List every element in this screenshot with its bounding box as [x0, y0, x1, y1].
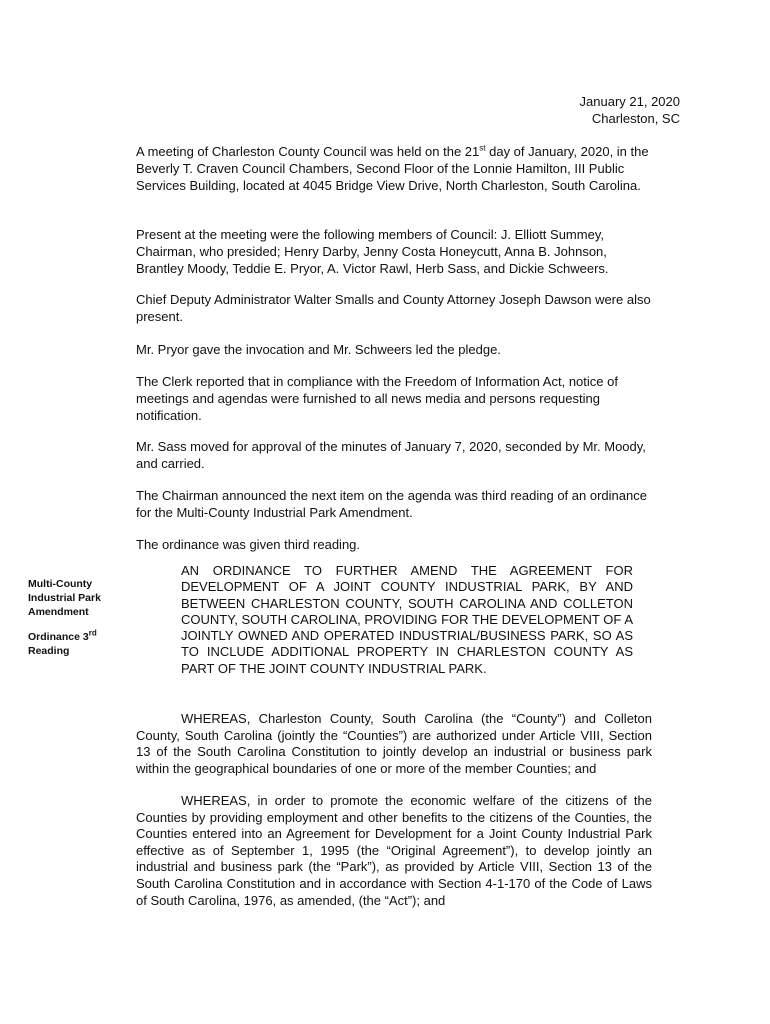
margin-note-line: Industrial Park	[28, 592, 101, 604]
ordinance-caption: AN ORDINANCE TO FURTHER AMEND THE AGREEMENT FOR DEVELOPMENT OF A JOINT COUNTY INDUSTRIAL PARK, BY AND BETWEEN CHARLESTON COUNTY, SOUTH CAROLINA AND COLLETON COUNTY, SOUTH CAROLINA, PROVIDING FOR THE DEVELOPMENT OF A JOINTLY OWNED AND OPERATED INDUSTRIAL/BUSINESS PARK, SO AS TO INCLUDE ADDITIONAL PROPERTY IN CHARLESTON COUNTY AS PART OF THE JOINT COUNTY INDUSTRIAL PARK.	[181, 563, 633, 676]
meeting-location: Charleston, SC	[591, 111, 680, 126]
meeting-date: January 21, 2020	[579, 94, 680, 109]
margin-note-line: Multi-County	[28, 578, 93, 590]
opening-text-a: A meeting of Charleston County Council was held on the 21	[136, 144, 480, 159]
margin-note-line: Reading	[28, 645, 70, 657]
attendance-paragraph: Present at the meeting were the following members of Council: J. Elliott Summey, Chairman, who presided; Henry Darby, Jenny Costa Honeycutt, Anna B. Johnson, Brantley Moody, Teddie E. Pryor, A. Victor Rawl, Herb Sass, and Dickie Schweers.	[136, 227, 609, 276]
foia-paragraph: The Clerk reported that in compliance with the Freedom of Information Act, notice of meetings and agendas were furnished to all news media and persons requesting notification.	[136, 374, 618, 423]
margin-note-ordinal-suffix: rd	[88, 628, 97, 638]
ordinal-suffix: st	[479, 143, 486, 153]
margin-note-line: Amendment	[28, 606, 89, 618]
third-reading-paragraph: The ordinance was given third reading.	[136, 537, 361, 552]
whereas-paragraph	[136, 793, 652, 909]
staff-present-paragraph: Chief Deputy Administrator Walter Smalls and County Attorney Joseph Dawson were also present.	[136, 292, 651, 324]
margin-note-ordinance-text: Ordinance 3	[28, 631, 89, 643]
invocation-paragraph: Mr. Pryor gave the invocation and Mr. Schweers led the pledge.	[136, 342, 501, 357]
margin-note	[28, 577, 128, 658]
margin-note-ordinance	[28, 630, 128, 644]
whereas-text: WHEREAS, Charleston County, South Carolina (the “County”) and Colleton County, South Carolina (jointly the “Counties”) are authorized under Article VIII, Section 13 of the South Carolina Constitution to jointly develop an industrial or business park within the geographical boundaries of one or more of the member Counties; and	[136, 711, 652, 776]
meeting-header	[580, 93, 680, 127]
whereas-paragraph	[136, 711, 652, 777]
minutes-approval-paragraph: Mr. Sass moved for approval of the minutes of January 7, 2020, seconded by Mr. Moody, and carried.	[136, 439, 646, 471]
opening-paragraph	[136, 143, 656, 194]
whereas-text: WHEREAS, in order to promote the economic welfare of the citizens of the Counties by providing employment and other benefits to the citizens of the Counties, the Counties entered into an Agreement for Development for a Joint County Industrial Park effective as of September 1, 1995 (the “Original Agreement”), to develop jointly an industrial and business park (the “Park”), as provided by Article VIII, Section 13 of the South Carolina Constitution and in accordance with Section 4-1-170 of the Code of Laws of South Carolina, 1976, as amended, (the “Act”); and	[136, 793, 652, 908]
agenda-announcement-paragraph: The Chairman announced the next item on the agenda was third reading of an ordinance for the Multi-County Industrial Park Amendment.	[136, 488, 647, 520]
opening-text-b: day of January, 2020, in the Beverly T. Craven Council Chambers, Second Floor of the Lonnie Hamilton, III Public Services Building, located at 4045 Bridge View Drive, North Charleston, South Carolina.	[136, 144, 649, 193]
